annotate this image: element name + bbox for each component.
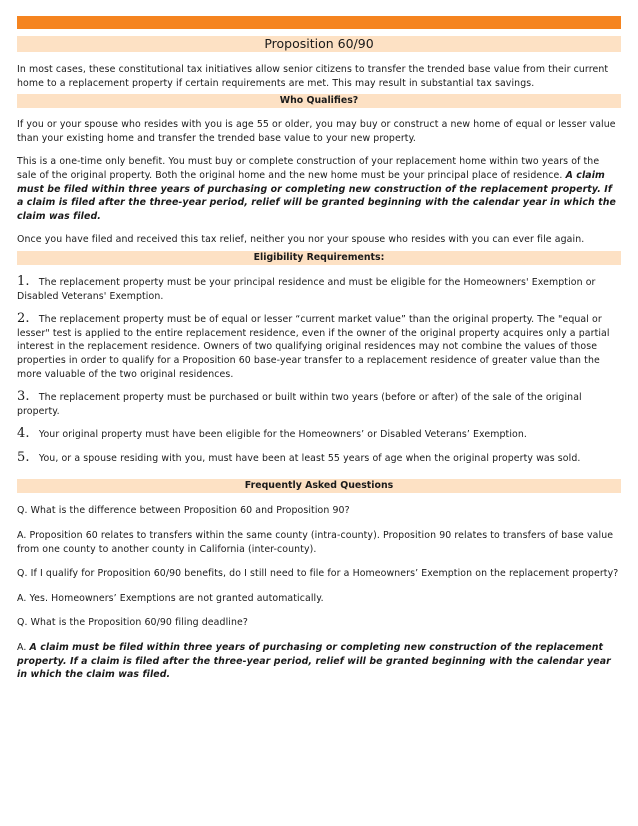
- faq-question-1: Q. What is the difference between Proposition 60 and Proposition 90?: [17, 505, 350, 517]
- eligibility-item-4: [17, 427, 621, 442]
- faq-answer-2: A. Yes. Homeowners’ Exemptions are not granted automatically.: [17, 592, 324, 604]
- faq-answer-1: A. Proposition 60 relates to transfers within the same county (intra-county). Proposition 90 relates to transfers of base value from one county to another county in California (inter-county).: [17, 530, 614, 555]
- eligibility-item-2: [17, 312, 621, 381]
- claim-deadline-emphasis: A claim must be filed within three years of purchasing or completing new construction of the replacement property. If a claim is filed after the three-year period, relief will be granted beginning with the calendar year in which the claim was filed.: [17, 169, 616, 222]
- eligibility-item-5: [17, 451, 621, 466]
- page-title: Proposition 60/90: [17, 36, 621, 52]
- item-number: 1.: [17, 273, 30, 289]
- item-text: The replacement property must be of equal or lesser “current market value” than the original property. The "equal or lesser" test is applied to the entire replacement residence, even if the owner of the original property acquires only a partial interest in the replacement residence. Owners of two qualifying original residences may not combine the values of those properties in order to qualify for a Proposition 60 base-year transfer to a replacement residence of greater value than the more valuable of the two original residences.: [17, 314, 610, 380]
- faq-answer-3-emphasis: A claim must be filed within three years of purchasing or completing new construction of the replacement property. If a claim is filed after the three-year period, relief will be granted beginning with the calendar year in which the claim was filed.: [17, 642, 611, 681]
- who-paragraph-1: If you or your spouse who resides with you is age 55 or older, you may buy or construct a new home of equal or lesser value than your existing home and transfer the trended base value to your new property.: [17, 119, 616, 144]
- eligibility-item-3: [17, 390, 621, 418]
- item-number: 4.: [17, 426, 30, 442]
- who-paragraph-2: [17, 155, 621, 223]
- faq-question-3: Q. What is the Proposition 60/90 filing deadline?: [17, 617, 248, 629]
- intro-paragraph: In most cases, these constitutional tax initiatives allow senior citizens to transfer the trended base value from their current home to a replacement property if certain requirements are met. This may result in substantial tax savings.: [17, 64, 609, 89]
- eligibility-heading: Eligibility Requirements:: [17, 251, 621, 265]
- item-number: 3.: [17, 389, 30, 405]
- who-qualifies-heading: Who Qualifies?: [17, 94, 621, 108]
- item-text: The replacement property must be purchased or built within two years (before or after) of the sale of the original property.: [17, 392, 582, 417]
- item-text: Your original property must have been eligible for the Homeowners’ or Disabled Veterans’ Exemption.: [38, 429, 527, 441]
- who-paragraph-3: Once you have filed and received this tax relief, neither you nor your spouse who resides with you can ever file again.: [17, 234, 585, 246]
- faq-answer-3: [17, 641, 621, 682]
- eligibility-item-1: [17, 275, 621, 303]
- top-accent-bar: [17, 16, 621, 29]
- item-text: The replacement property must be your principal residence and must be eligible for the Homeowners' Exemption or Disabled Veterans' Exemption.: [17, 276, 596, 302]
- item-text: You, or a spouse residing with you, must have been at least 55 years of age when the original property was sold.: [38, 452, 581, 464]
- faq-heading: Frequently Asked Questions: [17, 479, 621, 493]
- item-number: 5.: [17, 449, 30, 465]
- who-paragraph-2-text: This is a one-time only benefit. You must buy or complete construction of your replacement home within two years of the sale of the original property. Both the original home and the new home must be your principal place of residence.: [17, 156, 600, 181]
- document-page: [17, 16, 621, 682]
- faq-answer-3-prefix: A.: [17, 642, 30, 654]
- faq-question-2: Q. If I qualify for Proposition 60/90 benefits, do I still need to file for a Homeowners’ Exemption on the replacement property?: [17, 568, 619, 580]
- item-number: 2.: [17, 311, 30, 327]
